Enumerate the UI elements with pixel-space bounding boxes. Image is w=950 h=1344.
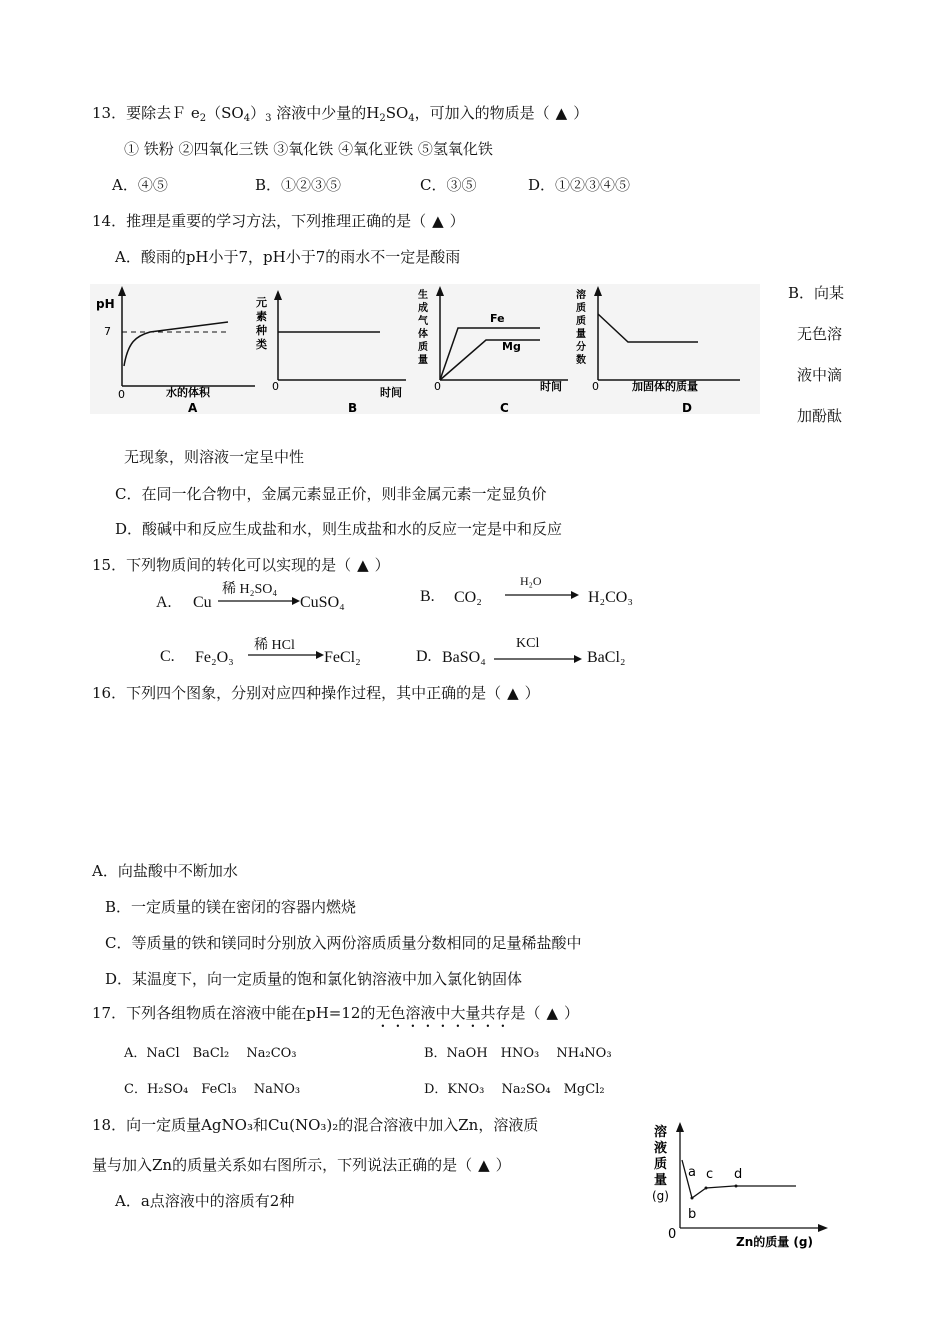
answer-blank-mark: ▲ <box>546 1004 559 1022</box>
q14-option-b-cont: 无现象，则溶液一定呈中性 <box>124 448 305 466</box>
q15-d-left: BaSO₄ <box>442 649 486 666</box>
graph-c-series-mg: Mg <box>502 340 521 353</box>
answer-blank-mark: ▲ <box>555 104 568 122</box>
answer-blank-mark: ▲ <box>432 212 444 230</box>
q15-a-label: A. <box>156 594 172 611</box>
q15-d-condition: KCl <box>516 636 540 651</box>
q14-option-b-line2: 无色溶 <box>797 325 843 343</box>
q14-option-d: D．酸碱中和反应生成盐和水，则生成盐和水的反应一定是中和反应 <box>115 520 563 538</box>
graph-d-origin: 0 <box>592 380 599 393</box>
q13-option-b: B．①②③⑤ <box>255 176 342 194</box>
q15-a-right: CuSO₄ <box>300 594 345 611</box>
q17-option-b: B．NaOH HNO₃ NH₄NO₃ <box>424 1046 612 1061</box>
q18-graph-y4: 量 <box>654 1173 668 1188</box>
q15-stem: 15．下列物质间的转化可以实现的是（ ▲ ） <box>92 556 390 574</box>
graph-a-letter: A <box>188 401 198 414</box>
graph-d-y3: 质 <box>576 316 586 327</box>
graph-b-y3: 种 <box>256 324 267 337</box>
graph-a-tick: 7 <box>104 325 111 338</box>
q18-graph <box>648 1120 838 1252</box>
graph-d-y4: 量 <box>576 329 586 340</box>
q13-items: ① 铁粉 ②四氧化三铁 ③氧化铁 ④氧化亚铁 ⑤氢氧化铁 <box>124 140 493 158</box>
q18-point-c: c <box>706 1167 714 1182</box>
q18-point-a: a <box>688 1165 696 1180</box>
q15-b-condition: H₂O <box>520 574 542 588</box>
graph-b-y1: 元 <box>256 296 267 309</box>
graph-b-letter: B <box>348 401 358 414</box>
q18-option-a: A．a点溶液中的溶质有2种 <box>115 1192 295 1210</box>
q18-graph-y5: (g) <box>652 1189 669 1203</box>
graph-d-y6: 数 <box>576 355 586 366</box>
q18-graph-origin: 0 <box>668 1227 677 1242</box>
q15-b-label: B. <box>420 588 435 605</box>
q17-stem: 17．下列各组物质在溶液中能在pH=12的无色溶液中大量共存是（ ▲ ） <box>92 1004 580 1022</box>
graph-d-letter: D <box>682 401 692 414</box>
graph-a-origin: 0 <box>118 388 125 401</box>
q17-option-c: C．H₂SO₄ FeCl₃ NaNO₃ <box>124 1082 301 1097</box>
q18-graph-xlabel: Zn的质量 (g) <box>736 1235 813 1249</box>
answer-blank-mark: ▲ <box>478 1156 490 1174</box>
q15-b-left: CO₂ <box>454 589 482 606</box>
q15-c-arrow-icon <box>248 650 324 660</box>
q16-option-d: D．某温度下，向一定质量的饱和氯化钠溶液中加入氯化钠固体 <box>105 970 523 988</box>
four-graphs-figure <box>90 284 760 414</box>
q15-d-right: BaCl₂ <box>587 649 626 666</box>
q18-stem-line2: 量与加入Zn的质量关系如右图所示，下列说法正确的是（ ▲ ） <box>92 1156 511 1174</box>
graph-d-y2: 质 <box>576 303 586 314</box>
graph-c-y6: 量 <box>418 355 428 366</box>
q14-option-b-line4: 加酚酞 <box>797 407 843 425</box>
graph-a-ylabel: pH <box>96 297 115 311</box>
q14-option-b-line1: B．向某 <box>788 284 845 302</box>
q16-stem: 16．下列四个图象，分别对应四种操作过程，其中正确的是（ ▲ ） <box>92 684 540 702</box>
graph-c-y4: 体 <box>418 329 428 340</box>
graph-c-y1: 生 <box>418 290 428 301</box>
graph-c-series-fe: Fe <box>490 312 505 325</box>
q15-d-arrow-icon <box>494 654 582 664</box>
graph-c-xlabel: 时间 <box>540 380 562 393</box>
q18-stem-line1: 18．向一定质量AgNO₃和Cu(NO₃)₂的混合溶液中加入Zn，溶液质 <box>92 1116 539 1134</box>
graph-c-y3: 气 <box>418 316 428 327</box>
graph-b-xlabel: 时间 <box>380 386 402 399</box>
q13-stem: 13．要除去Ｆ $e_2(SO_4)_3$ 溶液中少量的$H_2SO_4$，可加入的物质是（ ▲ ） <box>92 104 589 124</box>
q18-graph-y3: 质 <box>654 1157 668 1172</box>
graph-c-y5: 质 <box>418 342 428 353</box>
graph-c-y2: 成 <box>418 303 428 314</box>
q13-option-d: D．①②③④⑤ <box>528 176 631 194</box>
q18-graph-y2: 液 <box>654 1141 668 1156</box>
q15-a-left: Cu <box>193 594 212 611</box>
q18-graph-y1: 溶 <box>654 1125 668 1140</box>
q15-a-arrow-icon <box>218 596 300 606</box>
q18-point-d: d <box>734 1167 743 1182</box>
q15-c-label: C. <box>160 648 175 665</box>
answer-blank-mark: ▲ <box>507 684 519 702</box>
graph-b-y4: 类 <box>256 338 267 351</box>
q14-option-b-line3: 液中滴 <box>797 366 843 384</box>
q14-option-a: A．酸雨的pH小于7，pH小于7的雨水不一定是酸雨 <box>115 248 461 266</box>
graph-d-y1: 溶 <box>576 290 586 301</box>
q16-option-c: C．等质量的铁和镁同时分别放入两份溶质质量分数相同的足量稀盐酸中 <box>105 934 582 952</box>
q15-b-right: H₂CO₃ <box>588 589 633 606</box>
q15-c-left: Fe₂O₃ <box>195 649 234 666</box>
graph-d-xlabel: 加固体的质量 <box>632 380 698 393</box>
q18-point-b: b <box>688 1207 697 1222</box>
q14-option-c: C．在同一化合物中，金属元素显正价，则非金属元素一定显负价 <box>115 485 547 503</box>
q15-d-label: D. <box>416 648 432 665</box>
q13-option-a: A．④⑤ <box>112 176 168 194</box>
graph-b-origin: 0 <box>272 380 279 393</box>
q15-b-arrow-icon <box>505 590 579 600</box>
q15-a-condition: 稀 H₂SO₄ <box>222 582 278 597</box>
graph-c-letter: C <box>500 401 509 414</box>
q17-option-d: D．KNO₃ Na₂SO₄ MgCl₂ <box>424 1082 605 1097</box>
graph-d-y5: 分 <box>576 342 586 353</box>
q14-stem: 14．推理是重要的学习方法，下列推理正确的是（ ▲ ） <box>92 212 465 230</box>
q15-c-right: FeCl₂ <box>324 649 361 666</box>
q16-option-a: A．向盐酸中不断加水 <box>92 862 238 880</box>
answer-blank-mark: ▲ <box>357 556 369 574</box>
graph-c-origin: 0 <box>434 380 441 393</box>
q16-option-b: B．一定质量的镁在密闭的容器内燃烧 <box>105 898 357 916</box>
graph-b-y2: 素 <box>256 310 267 323</box>
q13-option-c: C．③⑤ <box>420 176 477 194</box>
q15-c-condition: 稀 HCl <box>254 638 295 653</box>
graph-a-xlabel: 水的体积 <box>166 386 210 399</box>
q17-option-a: A．NaCl BaCl₂ Na₂CO₃ <box>124 1046 297 1061</box>
